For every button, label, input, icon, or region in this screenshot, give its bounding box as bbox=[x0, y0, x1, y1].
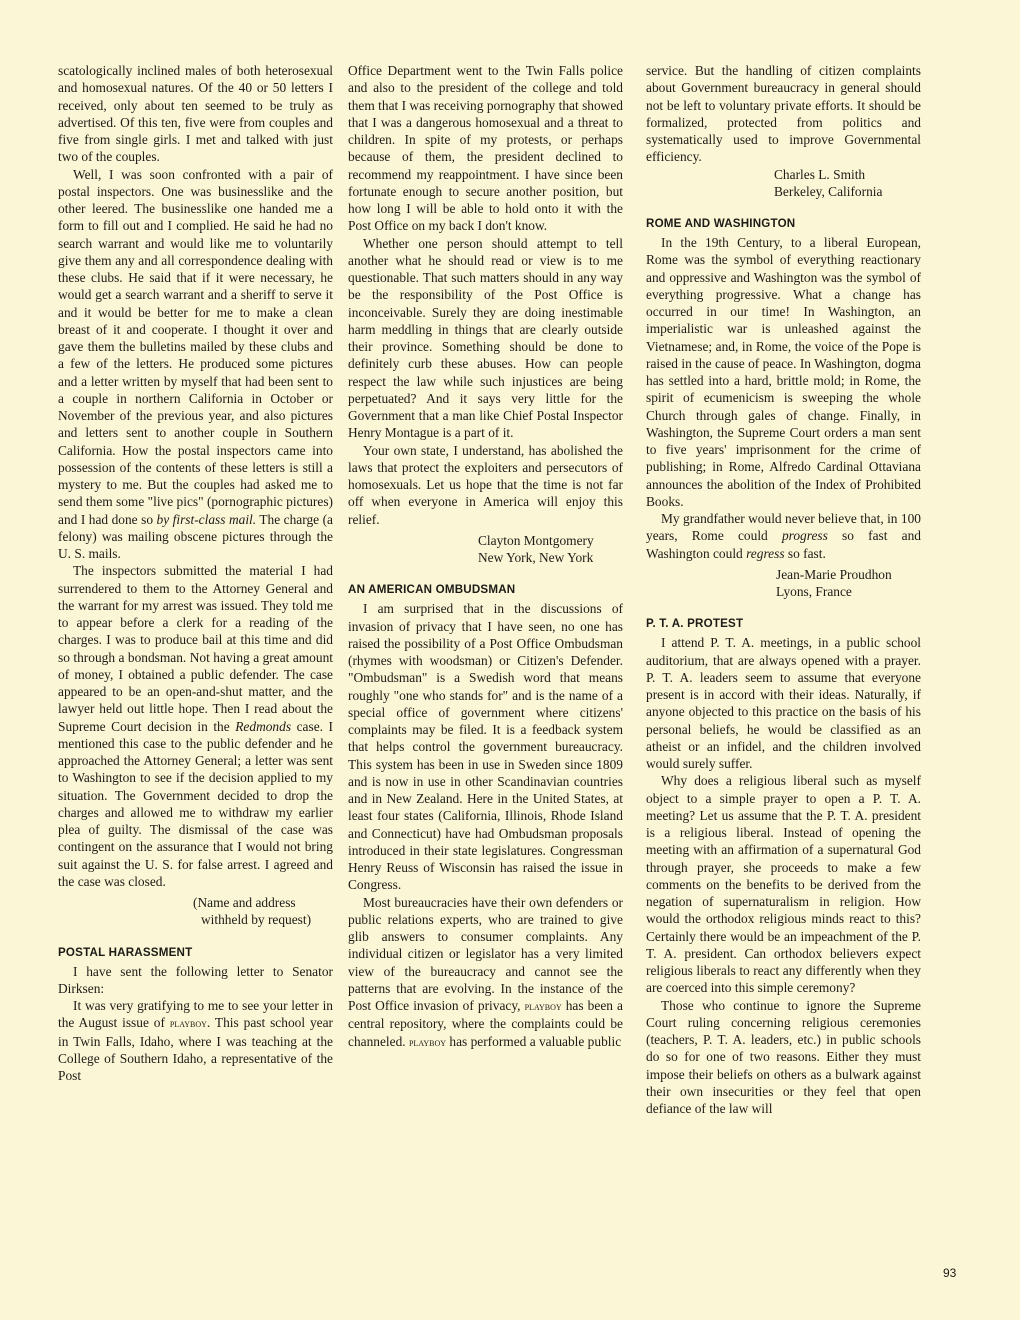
section-heading: POSTAL HARASSMENT bbox=[58, 945, 193, 959]
paragraph bbox=[58, 166, 333, 563]
section-heading: ROME AND WASHINGTON bbox=[646, 217, 796, 230]
italic-text: regress bbox=[746, 545, 785, 561]
column-3 bbox=[646, 62, 921, 1117]
italic-text: progress bbox=[781, 528, 828, 544]
text-run: so fast. bbox=[784, 545, 826, 561]
paragraph bbox=[646, 510, 921, 562]
quoted-letter bbox=[58, 997, 333, 1084]
italic-text: by first-class mail. bbox=[156, 511, 257, 527]
paragraph: Your own state, I understand, has abolished the laws that protect the exploiters and persecutors of homosexuals. Let us hope that the time is not far off when everyone in America will enjoy this relief. bbox=[348, 442, 623, 527]
paragraph: In the 19th Century, to a liberal European, Rome was the symbol of everything reactionary and oppressive and Washington was the symbol of everything progressive. What a change has occurred in our time! In Washington, an imperialistic war is unleashed against the Vietnamese; and, in Rome, the voice of the Pope is raised in the cause of peace. In Washington, dogma has settled into a hard, brittle mold; in Rome, the spirit of ecumenicism is sweeping the whole Church through gales of change. Finally, in Washington, the Supreme Court orders a man sent to five years' imprisonment for the crime of publishing; in Rome, Alfredo Cardinal Ottaviana announces the abolition of the Index of Prohibited Books. bbox=[646, 235, 921, 509]
text-run: has performed a valuable public bbox=[446, 1033, 622, 1049]
paragraph bbox=[348, 894, 623, 1051]
page-number: 93 bbox=[943, 1266, 957, 1280]
paragraph: I attend P. T. A. meetings, in a public school auditorium, that are always opened with a prayer. P. T. A. leaders seem to assume that everyone present is in accord with their ideas. Naturally, if anyone objected to this practice on the basis of his personal beliefs, he would be classified as an atheist or an infidel, and the children involved would surely suffer. bbox=[646, 635, 921, 771]
text-run: has been a central repository, where the complaints could be channeled. bbox=[348, 998, 623, 1049]
signature-name: Charles L. Smith bbox=[774, 166, 866, 182]
signature-line: withheld by request) bbox=[201, 912, 312, 928]
paragraph: Why does a religious liberal such as myself object to a simple prayer to open a P. T. A. meeting? Let us assume that the P. T. A. president is a religious liberal. Instead of opening the meeting with an affirmation of a supernatural God through prayer, she proceeds to make a few comments on the benefits to be derived from the negation of supernaturalism in religion. How would the orthodox religious minds react to this? Certainly there would be an impeachment of the P. T. A. president. Can orthodox believers expect religious liberals to react any differently when they are coerced into this simple ceremony? bbox=[646, 773, 921, 996]
signature bbox=[646, 566, 921, 601]
section-heading: AN AMERICAN OMBUDSMAN bbox=[348, 583, 516, 597]
paragraph: Office Department went to the Twin Falls police and also to the president of the college and told them that I was receiving pornography that showed that I was a dangerous homosexual and a threat to children. In spite of my protests, or perhaps because of them, the president declined to recommend my reappointment. I have since been fortunate enough to secure another position, but how long I will be able to hold onto it with the Post Office on my back I don't know. bbox=[348, 63, 623, 234]
paragraph: scatologically inclined males of both heterosexual and homosexual natures. Of the 40 or 50 letters I received, only about ten seemed to be truly as advertised. Of this ten, five were from couples and five from single girls. I met and talked with just two of the couples. bbox=[58, 63, 333, 165]
text-run: Most bureaucracies have their own defenders or public relations experts, who are trained to give glib answers to consumer complaints. Any individual citizen or legislator has a very limited view of the bureaucracy and cannot see the patterns that are evolving. In the instance of the Post Office invasion of privacy, bbox=[348, 894, 623, 1013]
paragraph: I am surprised that in the discussions of invasion of privacy that I have seen, no one has raised the possibility of a Post Office Ombudsman (rhymes with woodsman) or Citizen's Defender. "Ombudsman" is a Swedish word that means roughly "one who stands for" and is the name of a special office of government where citizens' complaints may be filed. It is a feedback system that helps control the government bureaucracy. This system has been in use in Sweden since 1809 and is now in use in other Scandinavian countries and in New Zealand. Here in the United States, at least four states (California, Illinois, Rhode Island and Connecticut) have had Ombudsman proposals introduced in their state legislatures. Congressman Henry Reuss of Wisconsin has raised the issue in Congress. bbox=[348, 601, 623, 893]
signature-place: Berkeley, California bbox=[774, 183, 883, 199]
paragraph: Those who continue to ignore the Supreme Court ruling concerning religious ceremonies (teachers, P. T. A. leaders, etc.) in public schools do so for one of two reasons. Either they must impose their beliefs on others as a bulwark against their own insecurities or they feel that open defiance of the law will bbox=[646, 997, 921, 1116]
section-heading: P. T. A. PROTEST bbox=[646, 617, 744, 631]
paragraph bbox=[58, 562, 333, 890]
magazine-name: playboy bbox=[408, 1034, 447, 1049]
signature-place: New York, New York bbox=[478, 550, 594, 565]
signature-line: (Name and address bbox=[193, 895, 296, 910]
paragraph: Whether one person should attempt to tell another what he should read or view is to me questionable. That such matters should in any way be the responsibility of the Post Office is inconceivable. Surely they are doing inestimable harm meddling in things that are clearly outside their province. Something should be done to definitely curb these abuses. How can people respect the law while such injustices are being perpetuated? And it says very little for the Government that a man like Chief Postal Inspector Henry Montague is a part of it. bbox=[348, 235, 623, 441]
text-run: case. I mentioned this case to the public defender and he approached the Attorney General; a letter was sent to Washington to see if the decision applied to my situation. The Government decided to drop the charges and allowed me to withdraw my earlier plea of guilty. The dismissal of the case was contingent on the assurance that I would not bring suit against the U. S. for false arrest. I agreed and the case was closed. bbox=[58, 718, 333, 889]
text-run: so fast and Washington could bbox=[646, 528, 921, 561]
signature bbox=[348, 532, 623, 567]
text-run: The charge (a felony) was mailing obscene pictures through the U. S. mails. bbox=[58, 511, 333, 561]
text-run: Well, I was soon confronted with a pair of postal inspectors. One was businesslike and the other leered. The businesslike one handed me a form to fill out and I complied. He said he had no search warrant and would like me to voluntarily give them any and all correspondence dealing with these clubs. He said that if it were necessary, he would get a search warrant and a sheriff to serve it and it would be better for me to make a clean breast of it and cooperate. I thought it over and gave them the bulletins mailed by these clubs and a few of the letters. He produced some pictures and a letter written by myself that had been sent to a couple in northern California in October or November of the previous year, and also pictures and letters sent to another couple in Southern California. How the postal inspectors came into possession of the contents of these letters is still a mystery to me. But the couples had asked me to send them some "live pics" (pornographic pictures) and I had done so bbox=[58, 166, 333, 527]
signature-name: Jean-Marie Proudhon bbox=[776, 566, 892, 582]
signature bbox=[646, 166, 921, 201]
column-2 bbox=[348, 62, 623, 1051]
magazine-name: playboy bbox=[169, 1016, 207, 1031]
text-run: The inspectors submitted the material I had surrendered to them to the Attorney General and the warrant for my arrest was issued. They told me to appear before a clerk for a reading of the charges. I was to produce bail at this time and did so through a bondsman. Not having a great amount of money, I obtained a public defender. The case appeared to be an open-and-shut matter, and the lawyer held out little hope. Then I read about the Supreme Court decision in the bbox=[58, 563, 333, 734]
italic-text: Redmonds bbox=[235, 718, 292, 734]
column-1 bbox=[58, 62, 333, 1084]
text-run: My grandfather would never believe that, in 100 years, Rome could bbox=[646, 511, 921, 544]
text-run: It was very gratifying to me to see your letter in the August issue of bbox=[58, 998, 333, 1031]
paragraph: service. But the handling of citizen complaints about Government bureaucracy in general should not be left to voluntary private efforts. It should be formalized, protected from politics and systematically used to improve Governmental efficiency. bbox=[646, 63, 921, 165]
paragraph: I have sent the following letter to Senator Dirksen: bbox=[58, 963, 333, 996]
text-run: . This past school year in Twin Falls, Idaho, where I was teaching at the College of Southern Idaho, a representative of the Post bbox=[58, 1015, 333, 1083]
magazine-name: playboy bbox=[524, 999, 562, 1013]
signature bbox=[58, 894, 333, 929]
signature-place: Lyons, France bbox=[776, 584, 852, 599]
signature-name: Clayton Montgomery bbox=[478, 532, 594, 548]
